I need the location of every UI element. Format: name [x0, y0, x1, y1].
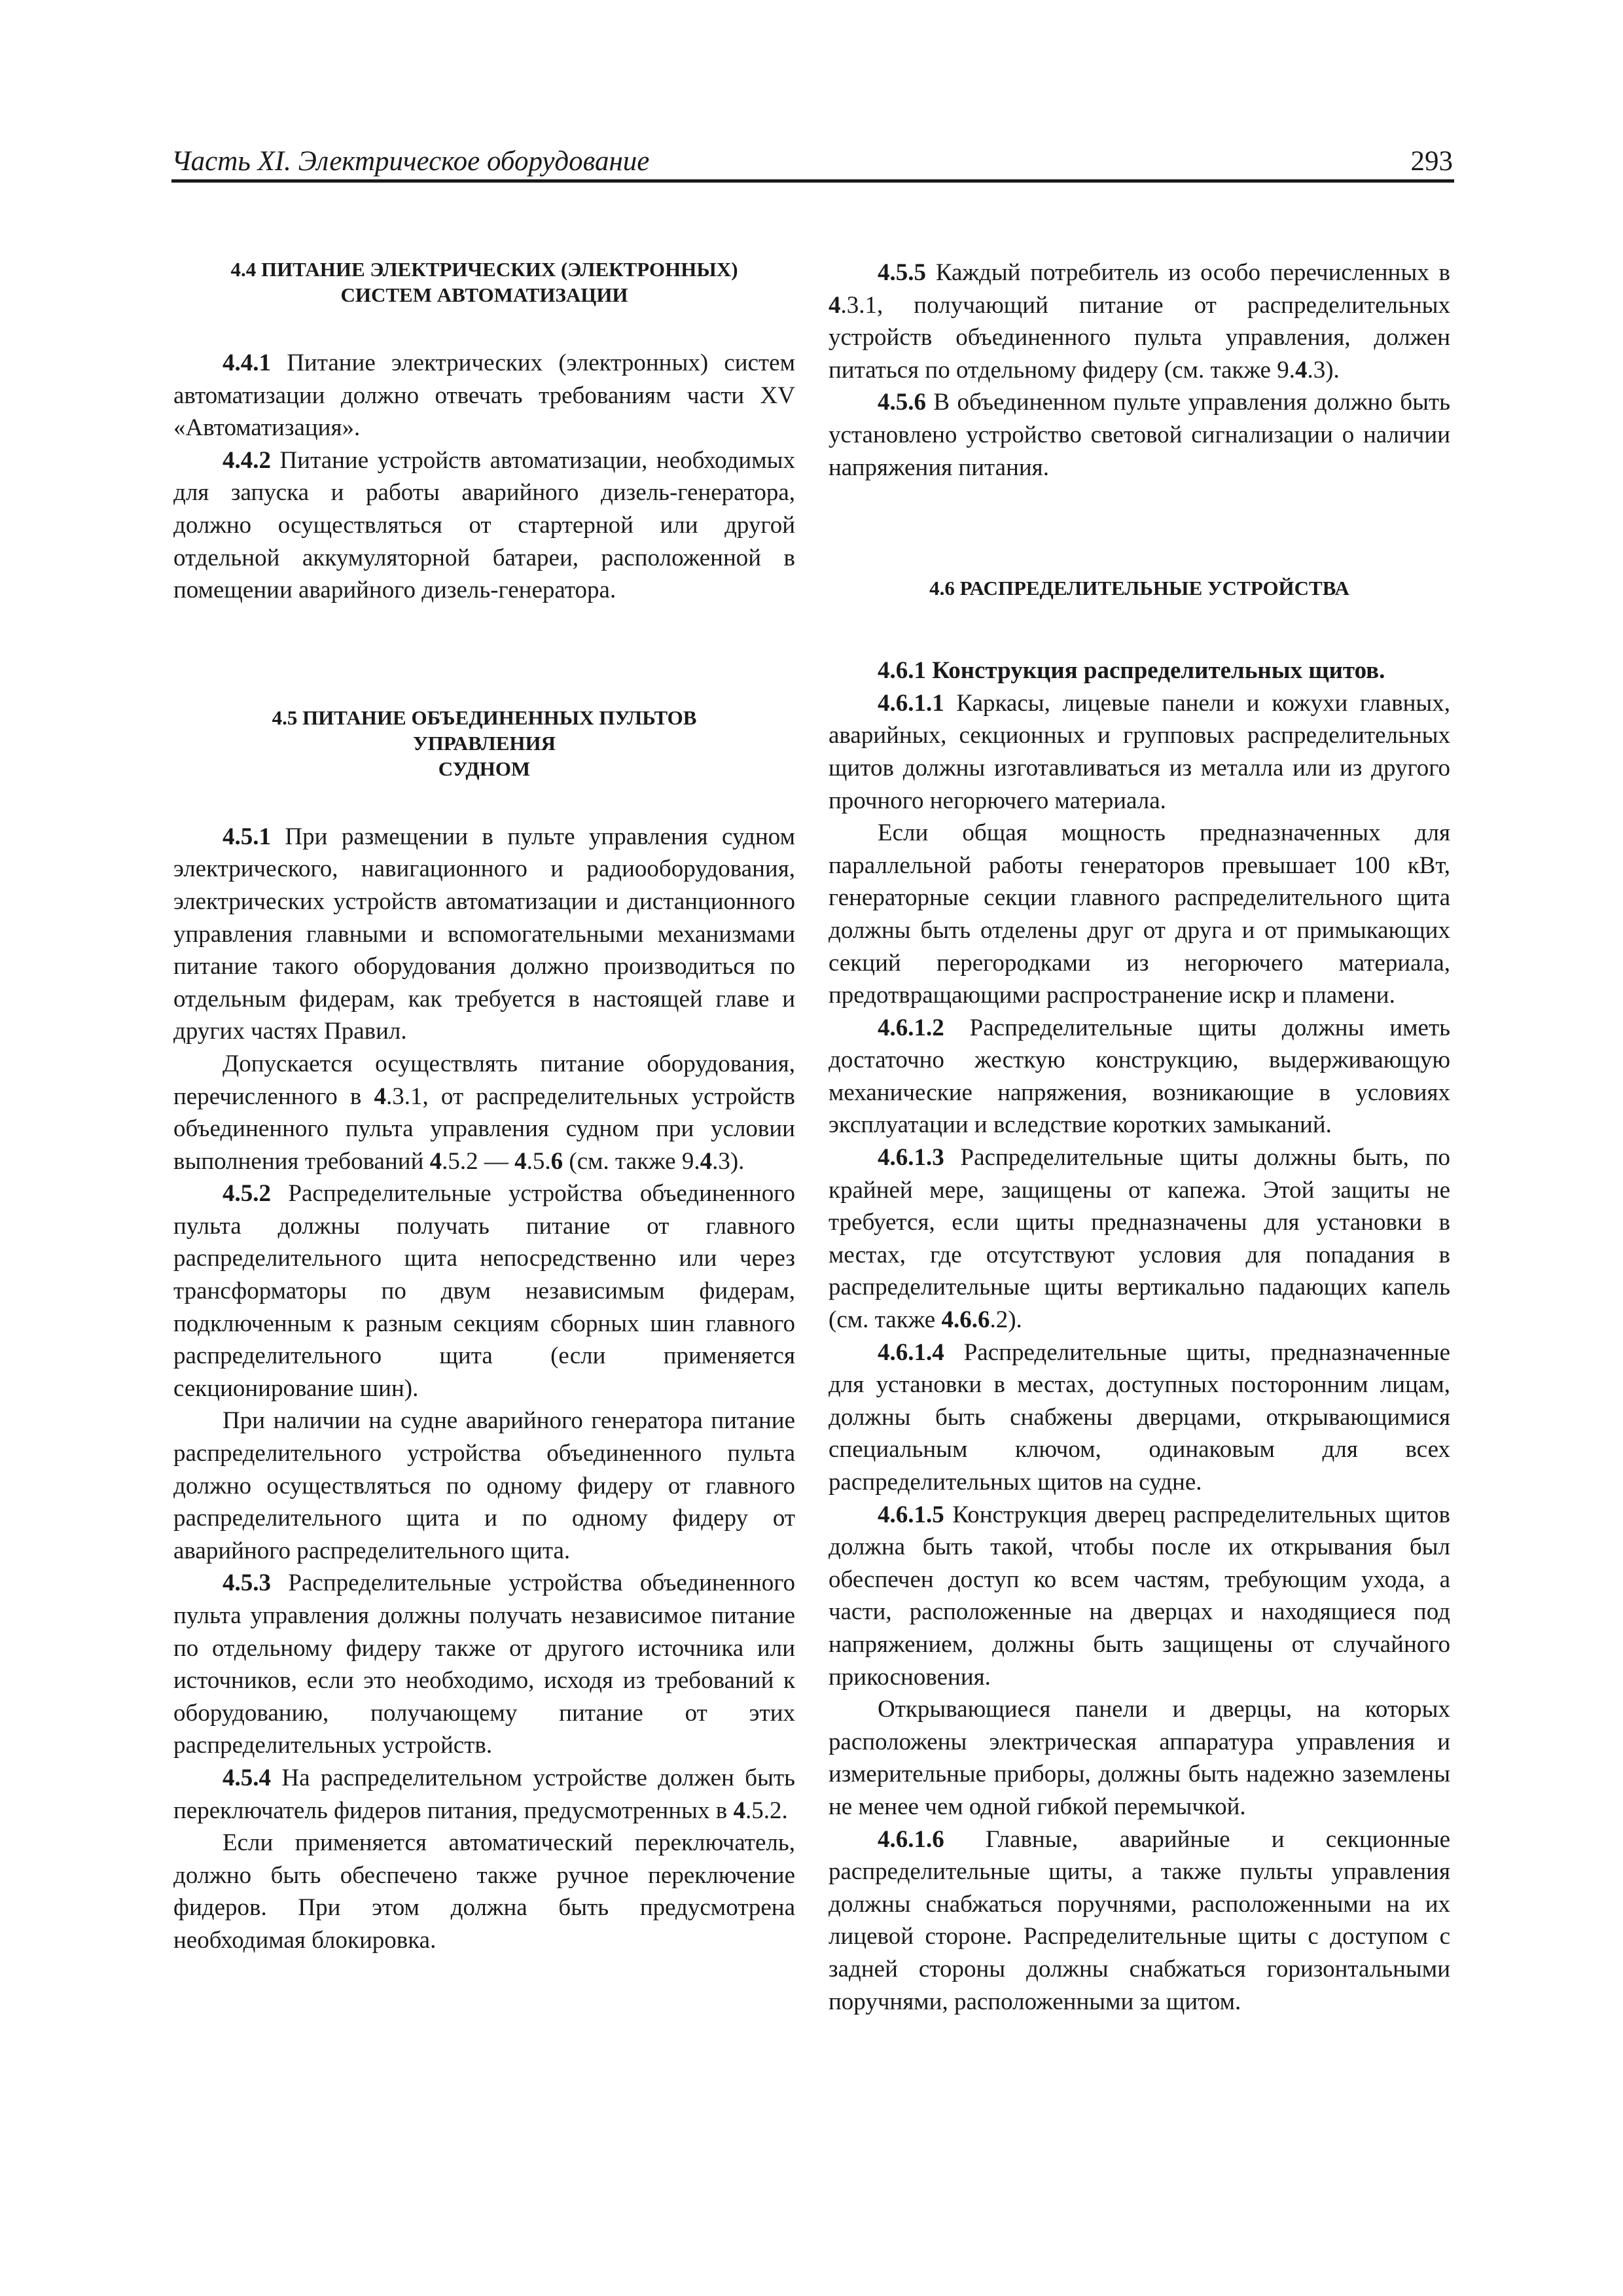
paragraph-4-6-1-5: 4.6.1.5 Конструкция дверец распределительных щитов должна быть такой, чтобы после их открывания был обеспечен доступ ко всем частям, требующим ухода, а части, расположенные на дверцах и находящиеся под напряжением, должны быть защищены от случайного прикосновения. — [829, 1501, 1450, 1691]
paragraph-4-4-2: 4.4.2 Питание устройств автоматизации, необходимых для запуска и работы аварийного дизель-генератора, должно осуществляться от стартерной или другой отдельной аккумуляторной батареи, расположенной в помещении аварийного дизель-генератора. — [173, 446, 795, 604]
paragraph-4-6-1-4: 4.6.1.4 Распределительные щиты, предназначенные для установки в местах, доступных посторонним лицам, должны быть снабжены дверцами, открывающимися специальным ключом, одинаковым для всех распределительных щитов на судне. — [829, 1338, 1450, 1496]
paragraph-4-4-1: 4.4.1 Питание электрических (электронных) систем автоматизации должно отвечать требованиям части XV «Автоматизация». — [173, 350, 795, 442]
paragraph-4-5-1-continued: Допускается осуществлять питание оборудования, перечисленного в 4.3.1, от распределительных устройств объединенного пульта управления судном при условии выполнения требований 4.5.2 — 4.5.6 (см. также 9.4.3). — [173, 1050, 795, 1175]
right-column — [829, 257, 1450, 2018]
section-heading-4-4: 4.4 ПИТАНИЕ ЭЛЕКТРИЧЕСКИХ (ЭЛЕКТРОННЫХ) СИСТЕМ АВТОМАТИЗАЦИИ — [230, 258, 738, 306]
section-heading-4-6: 4.6 РАСПРЕДЕЛИТЕЛЬНЫЕ УСТРОЙСТВА — [929, 577, 1349, 600]
running-title: Часть XI. Электрическое оборудование — [171, 146, 650, 177]
paragraph-4-5-1: 4.5.1 При размещении в пульте управления судном электрического, навигационного и радиооборудования, электрических устройств автоматизации и дистанционного управления главными и вспомогательными механизмами питание такого оборудования должно производиться по отдельным фидерам, как требуется в настоящей главе и других частях Правил. — [173, 823, 795, 1045]
paragraph-4-5-4: 4.5.4 На распределительном устройстве должен быть переключатель фидеров питания, предусмотренных в 4.5.2. — [173, 1764, 795, 1824]
paragraph-4-5-2: 4.5.2 Распределительные устройства объединенного пульта должны получать питание от главного распределительного щита непосредственно или через трансформаторы по двум независимым фидерам, подключенным к разным секциям сборных шин главного распределительного щита (если применяется секционирование шин). — [173, 1180, 795, 1402]
paragraph-4-6-1-2: 4.6.1.2 Распределительные щиты должны иметь достаточно жесткую конструкцию, выдерживающую механические напряжения, возникающие в условиях эксплуатации и вследствие коротких замыканий. — [829, 1014, 1450, 1139]
paragraph-4-6-1-3: 4.6.1.3 Распределительные щиты должны быть, по крайней мере, защищены от капежа. Этой защиты не требуется, если щиты предназначены для установки в местах, где отсутствуют условия для попадания в распределительные щиты вертикально падающих капель (см. также 4.6.6.2). — [829, 1144, 1450, 1334]
paragraph-4-6-1-1-continued: Если общая мощность предназначенных для параллельной работы генераторов превышает 100 кВт, генераторные секции главного распределительного щита должны быть отделены друг от друга и от примыкающих секций перегородками из негорючего материала, предотвращающими распространение искр и пламени. — [829, 819, 1450, 1009]
paragraph-4-5-2-continued: При наличии на судне аварийного генератора питание распределительного устройства объединенного пульта должно осуществляться по одному фидеру от главного распределительного щита и по одному фидеру от аварийного распределительного щита. — [173, 1407, 795, 1564]
page-header — [171, 145, 1454, 183]
left-column — [173, 257, 795, 1957]
paragraph-4-6-1-5-continued: Открывающиеся панели и дверцы, на которых расположены электрическая аппаратура управления и измерительные приборы, должны быть надежно заземлены не менее чем одной гибкой перемычкой. — [829, 1696, 1450, 1820]
subsection-heading-4-6-1: 4.6.1 Конструкция распределительных щитов. — [878, 657, 1385, 685]
paragraph-4-5-6: 4.5.6 В объединенном пульте управления должно быть установлено устройство световой сигнализации о наличии напряжения питания. — [829, 389, 1450, 481]
paragraph-4-6-1-1: 4.6.1.1 Каркасы, лицевые панели и кожухи главных, аварийных, секционных и групповых распределительных щитов должны изготавливаться из металла или из другого прочного негорючего материала. — [829, 689, 1450, 814]
paragraph-4-5-5: 4.5.5 Каждый потребитель из особо перечисленных в 4.3.1, получающий питание от распределительных устройств объединенного пульта управления, должен питаться по отдельному фидеру (см. также 9.4.3). — [829, 259, 1450, 384]
paragraph-4-5-3: 4.5.3 Распределительные устройства объединенного пульта управления должны получать независимое питание по отдельному фидеру также от другого источника или источников, если это необходимо, исходя из требований к оборудованию, получающему питание от этих распределительных устройств. — [173, 1570, 795, 1759]
page-number: 293 — [1410, 146, 1453, 177]
section-heading-4-5: 4.5 ПИТАНИЕ ОБЪЕДИНЕННЫХ ПУЛЬТОВ УПРАВЛЕНИЯ СУДНОМ — [272, 706, 697, 780]
paragraph-4-6-1-6: 4.6.1.6 Главные, аварийные и секционные распределительные щиты, а также пульты управления должны снабжаться поручнями, расположенными на их лицевой стороне. Распределительные щиты с доступом с задней стороны должны снабжаться горизонтальными поручнями, расположенными за щитом. — [829, 1825, 1450, 2015]
paragraph-4-5-4-continued: Если применяется автоматический переключатель, должно быть обеспечено также ручное переключение фидеров. При этом должна быть предусмотрена необходимая блокировка. — [173, 1829, 795, 1954]
